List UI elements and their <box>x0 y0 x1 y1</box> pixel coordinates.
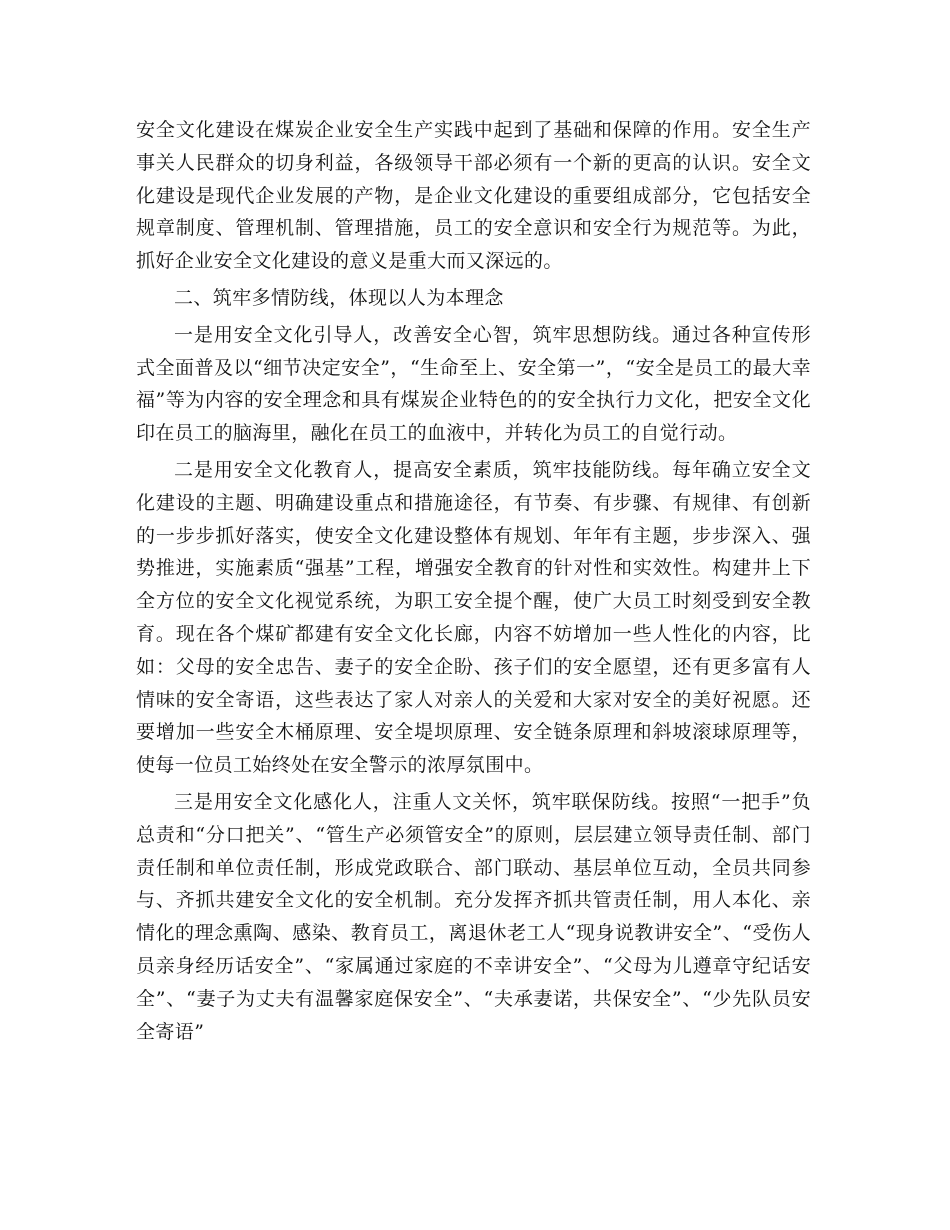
section-heading: 二、筑牢多情防线，体现以人为本理念 <box>174 286 504 309</box>
paragraph-educate: 二是用安全文化教育人，提高安全素质，筑牢技能防线。每年确立安全文化建设的主题、明确建设重点和措施途径，有节奏、有步骤、有规律、有创新的一步步抓好落实，使安全文化建设整体有规划、年年有主题，步步深入、强势推进，实施素质“强基”工程，增强安全教育的针对性和实效性。构建井上下全方位的安全文化视觉系统，为职工安全提个醒，使广大员工时刻受到安全教育。现在各个煤矿都建有安全文化长廊，内容不妨增加一些人性化的内容，比如：父母的安全忠告、妻子的安全企盼、孩子们的安全愿望，还有更多富有人情味的安全寄语，这些表达了家人对亲人的关爱和大家对安全的美好祝愿。还要增加一些安全木桶原理、安全堤坝原理、安全链条原理和斜坡滚球原理等，使每一位员工始终处在安全警示的浓厚氛围中。 <box>136 458 811 777</box>
paragraph-intro: 安全文化建设在煤炭企业安全生产实践中起到了基础和保障的作用。安全生产事关人民群众的切身利益，各级领导干部必须有一个新的更高的认识。安全文化建设是现代企业发展的产物，是企业文化建设的重要组成部分，它包括安全规章制度、管理机制、管理措施，员工的安全意识和安全行为规范等。为此，抓好企业安全文化建设的意义是重大而又深远的。 <box>136 119 811 273</box>
paragraph-influence: 三是用安全文化感化人，注重人文关怀，筑牢联保防线。按照“一把手”负总责和“分口把关”、“管生产必须管安全”的原则，层层建立领导责任制、部门责任制和单位责任制，形成党政联合、部门联动、基层单位互动，全员共同参与、齐抓共建安全文化的安全机制。充分发挥齐抓共管责任制，用人本化、亲情化的理念熏陶、感染、教育员工，离退休老工人“现身说教讲安全”、“受伤人员亲身经历话安全”、“家属通过家庭的不幸讲安全”、“父母为儿遵章守纪话安全”、“妻子为丈夫有温馨家庭保安全”、“夫承妻诺，共保安全”、“少先队员安全寄语” <box>136 790 811 1043</box>
document-body <box>136 114 811 1048</box>
paragraph-guide: 一是用安全文化引导人，改善安全心智，筑牢思想防线。通过各种宣传形式全面普及以“细节决定安全”，“生命至上、安全第一”，“安全是员工的最大幸福”等为内容的安全理念和具有煤炭企业特色的的安全执行力文化，把安全文化印在员工的脑海里，融化在员工的血液中，并转化为员工的自觉行动。 <box>136 323 811 445</box>
